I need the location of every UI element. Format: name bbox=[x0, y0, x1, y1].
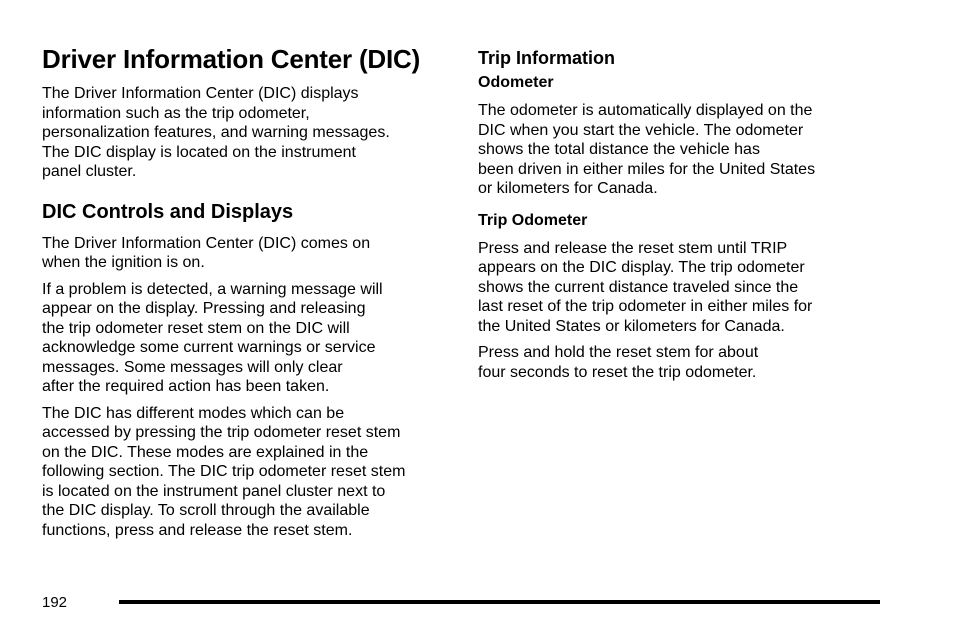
text-line: been driven in either miles for the United States bbox=[478, 160, 816, 178]
text-line: when the ignition is on. bbox=[42, 254, 205, 271]
text-line: information such as the trip odometer, bbox=[42, 104, 310, 122]
intro-paragraph bbox=[42, 84, 442, 182]
text-line: Press and release the reset stem until TRIP bbox=[478, 239, 788, 257]
right-column bbox=[478, 46, 870, 389]
footer-rule bbox=[119, 600, 880, 604]
text-line: The Driver Information Center (DIC) displays bbox=[42, 85, 359, 102]
text-line: the United States or kilometers for Canada. bbox=[478, 317, 785, 335]
text-line: four seconds to reset the trip odometer. bbox=[478, 363, 757, 381]
text-line: DIC when you start the vehicle. The odometer bbox=[478, 121, 804, 139]
text-line: panel cluster. bbox=[42, 163, 137, 180]
text-line: The DIC has different modes which can be bbox=[42, 404, 345, 422]
text-line: after the required action has been taken. bbox=[42, 378, 330, 395]
text-line: functions, press and release the reset stem. bbox=[42, 521, 353, 539]
text-line: is located on the instrument panel cluster next to bbox=[42, 482, 386, 500]
left-column bbox=[42, 42, 442, 547]
subheading-trip-odometer: Trip Odometer bbox=[478, 211, 588, 229]
text-line: following section. The DIC trip odometer reset stem bbox=[42, 463, 406, 480]
text-line: last reset of the trip odometer in either miles for bbox=[478, 298, 813, 315]
text-line: shows the total distance the vehicle has bbox=[478, 141, 760, 158]
text-line: appear on the display. Pressing and releasing bbox=[42, 300, 366, 317]
text-line: If a problem is detected, a warning message will bbox=[42, 280, 383, 298]
page-title: Driver Information Center (DIC) bbox=[42, 44, 421, 74]
controls-paragraph-2 bbox=[42, 280, 442, 397]
section-heading-controls: DIC Controls and Displays bbox=[42, 200, 294, 223]
text-line: appears on the DIC display. The trip odometer bbox=[478, 259, 805, 276]
trip-odometer-paragraph-1 bbox=[478, 239, 870, 337]
subheading-odometer: Odometer bbox=[478, 74, 554, 91]
text-line: Press and hold the reset stem for about bbox=[478, 344, 759, 361]
odometer-paragraph bbox=[478, 101, 870, 199]
controls-paragraph-1 bbox=[42, 234, 442, 273]
text-line: messages. Some messages will only clear bbox=[42, 358, 343, 376]
section-heading-trip-information: Trip Information bbox=[478, 48, 615, 68]
text-line: the DIC display. To scroll through the available bbox=[42, 502, 370, 519]
text-line: accessed by pressing the trip odometer reset stem bbox=[42, 424, 401, 441]
text-line: The odometer is automatically displayed on the bbox=[478, 102, 813, 119]
trip-odometer-paragraph-2 bbox=[478, 343, 870, 382]
text-line: or kilometers for Canada. bbox=[478, 180, 658, 197]
controls-paragraph-3 bbox=[42, 404, 442, 541]
text-line: shows the current distance traveled since the bbox=[478, 278, 799, 296]
text-line: on the DIC. These modes are explained in the bbox=[42, 443, 369, 461]
page-number: 192 bbox=[42, 594, 68, 611]
text-line: the trip odometer reset stem on the DIC will bbox=[42, 319, 350, 337]
text-line: personalization features, and warning messages. bbox=[42, 124, 390, 141]
text-line: The DIC display is located on the instrument bbox=[42, 143, 356, 161]
text-line: acknowledge some current warnings or service bbox=[42, 339, 376, 356]
text-line: The Driver Information Center (DIC) comes on bbox=[42, 234, 371, 252]
